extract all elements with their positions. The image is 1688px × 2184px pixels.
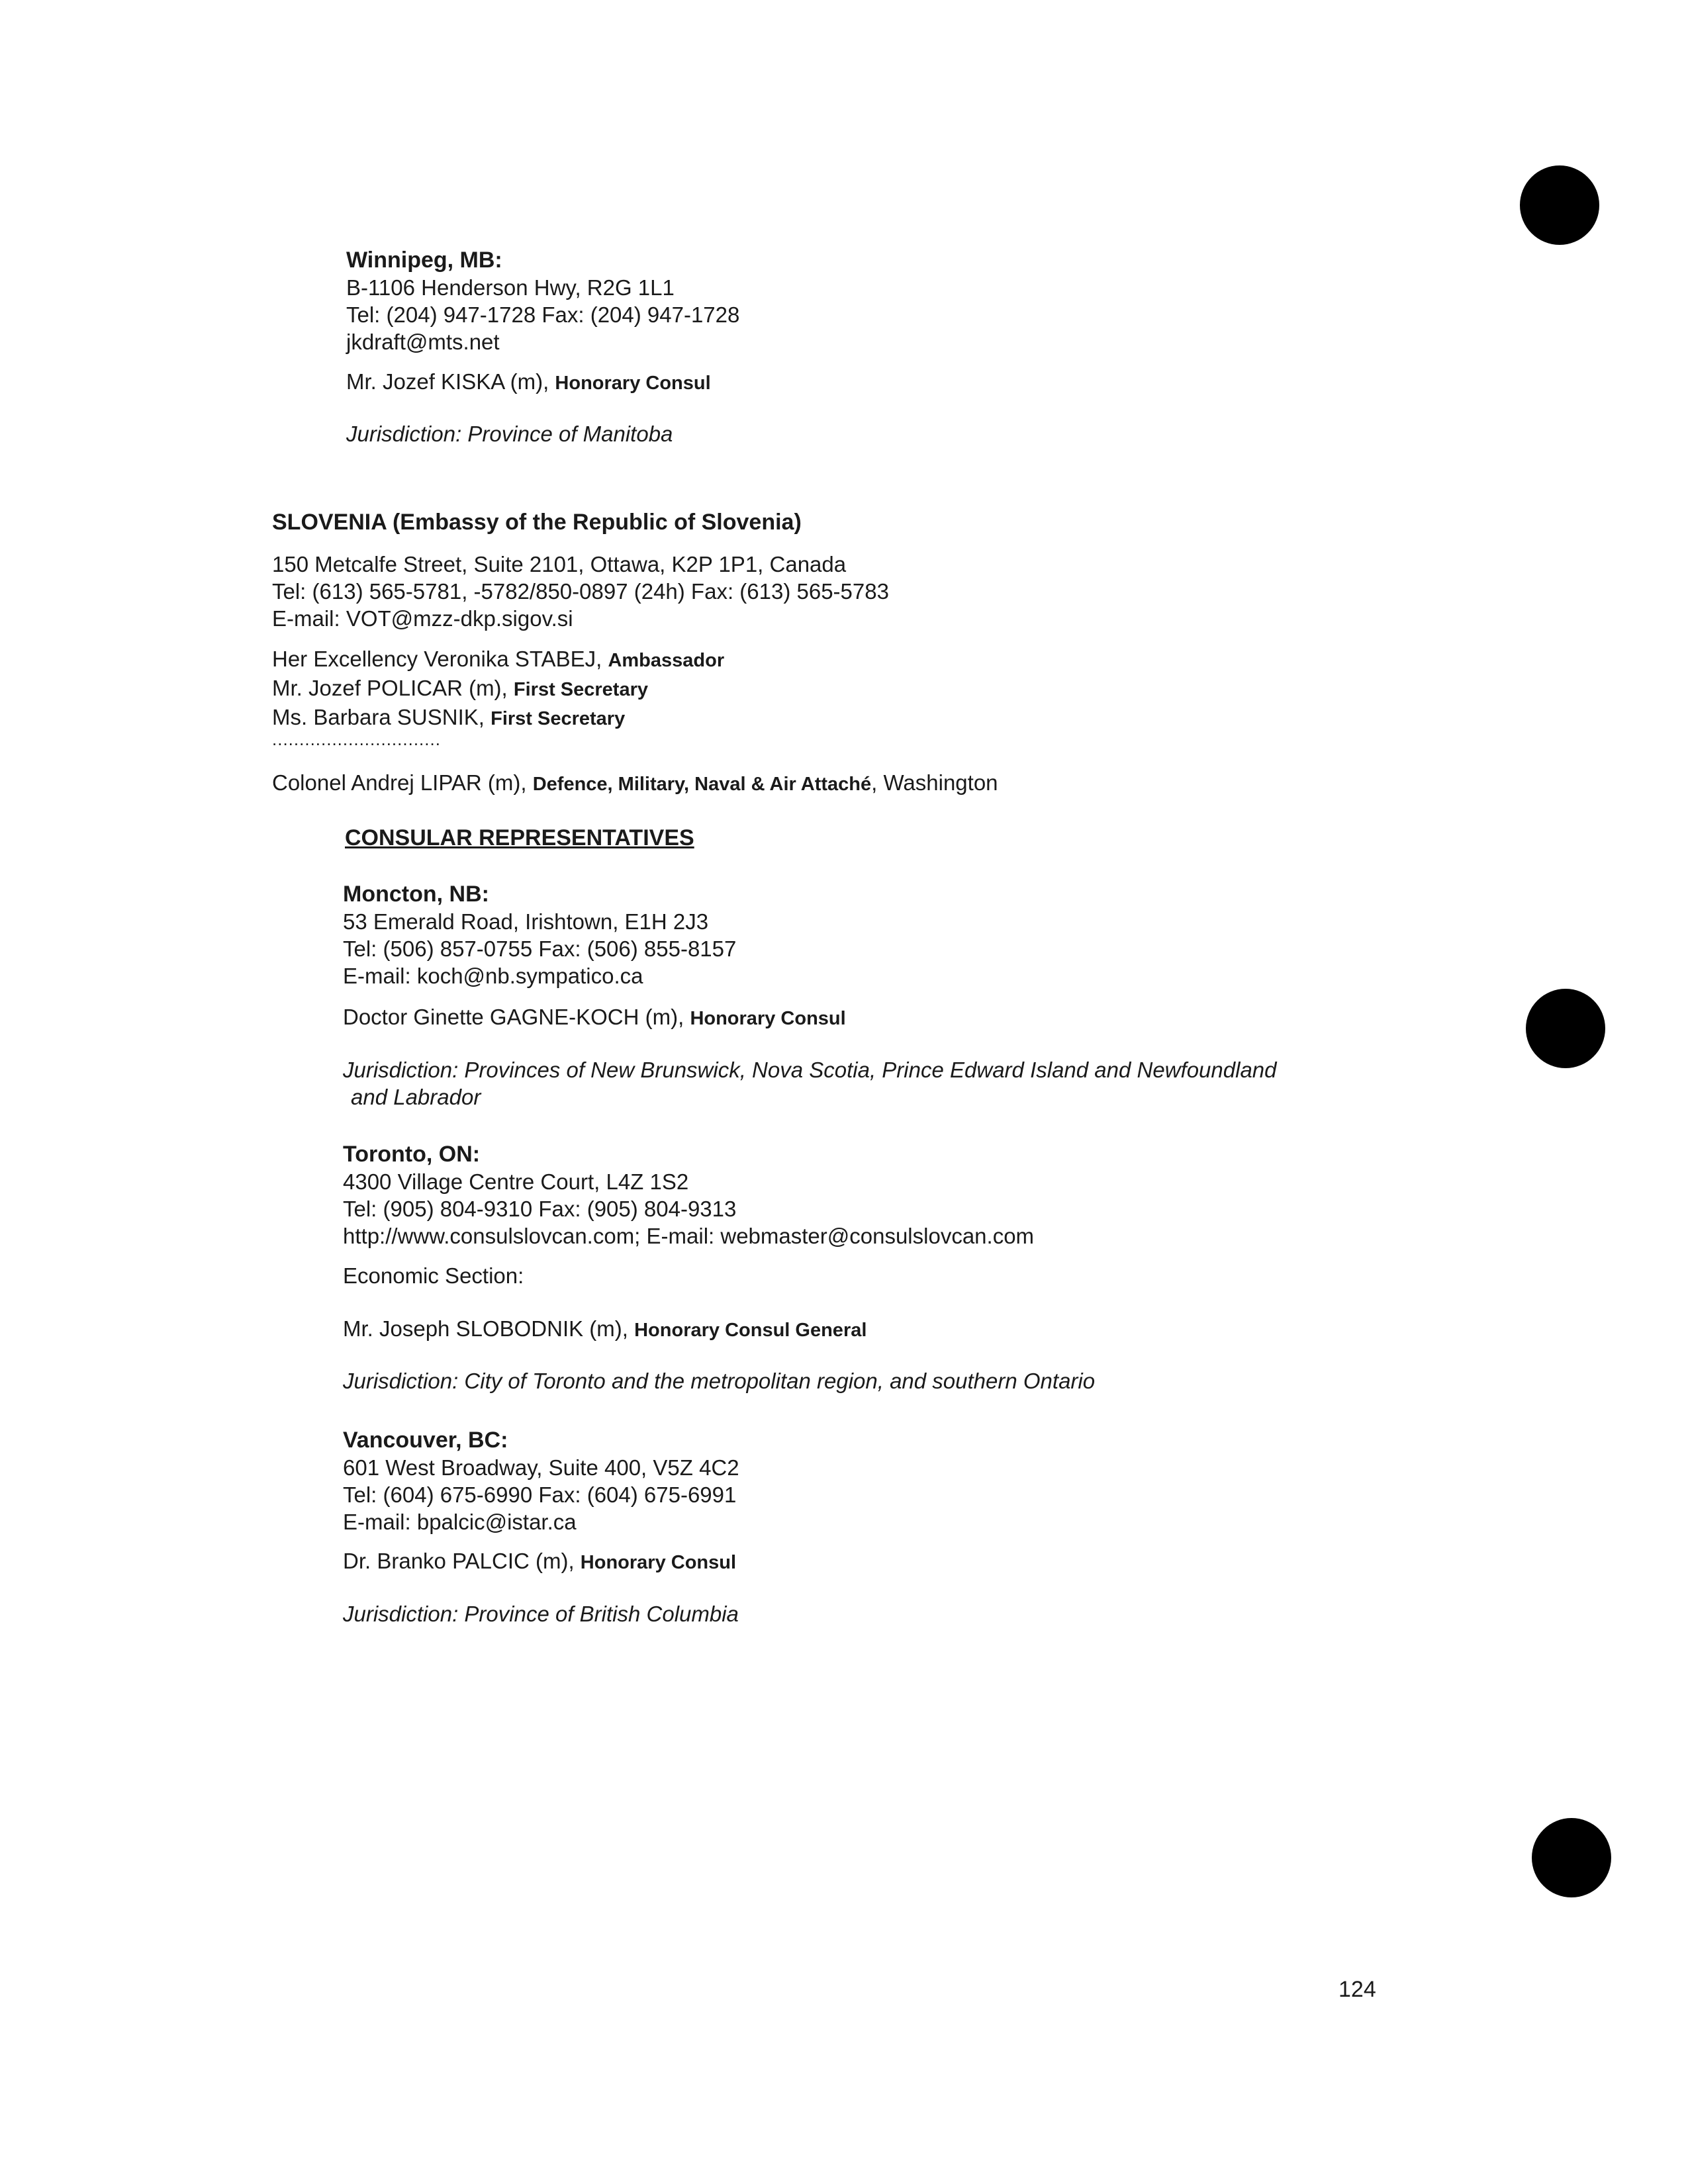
attache-title: Defence, Military, Naval & Air Attaché	[532, 774, 872, 795]
vancouver-city: Vancouver, BC:	[343, 1428, 508, 1453]
staff-row	[272, 674, 724, 704]
toronto-person-name: Mr. Joseph SLOBODNIK (m),	[343, 1316, 635, 1341]
slovenia-heading-block	[272, 508, 802, 536]
staff-name: Mr. Jozef POLICAR (m),	[272, 676, 514, 700]
consular-heading-block	[345, 824, 694, 852]
winnipeg-section	[346, 246, 739, 355]
vancouver-address: 601 West Broadway, Suite 400, V5Z 4C2	[343, 1455, 739, 1480]
staff-name: Her Excellency Veronika STABEJ,	[272, 647, 608, 671]
toronto-person	[343, 1315, 867, 1344]
vancouver-person-name: Dr. Branko PALCIC (m),	[343, 1549, 581, 1573]
toronto-jurisdiction: Jurisdiction: City of Toronto and the metropolitan region, and southern Ontario	[343, 1369, 1096, 1393]
toronto-section	[343, 1140, 1034, 1250]
page-number: 124	[1338, 1977, 1376, 2002]
moncton-section	[343, 880, 736, 989]
slovenia-attache	[272, 769, 998, 798]
attache-suffix: , Washington	[871, 770, 998, 795]
slovenia-email: E-mail: VOT@mzz-dkp.sigov.si	[272, 606, 573, 631]
winnipeg-address: B-1106 Henderson Hwy, R2G 1L1	[346, 275, 675, 300]
toronto-section-label-block	[343, 1262, 524, 1289]
staff-name: Ms. Barbara SUSNIK,	[272, 705, 491, 729]
moncton-person-name: Doctor Ginette GAGNE-KOCH (m),	[343, 1005, 690, 1029]
toronto-section-label: Economic Section:	[343, 1263, 524, 1288]
moncton-address: 53 Emerald Road, Irishtown, E1H 2J3	[343, 909, 709, 934]
staff-title: Ambassador	[608, 650, 725, 671]
vancouver-jurisdiction-block	[343, 1600, 739, 1627]
consular-heading: CONSULAR REPRESENTATIVES	[345, 825, 694, 850]
staff-title: First Secretary	[513, 679, 649, 700]
punch-hole-top	[1520, 165, 1599, 245]
dotted-separator: ...............................	[272, 729, 441, 749]
slovenia-heading: SLOVENIA (Embassy of the Republic of Slovenia)	[272, 510, 802, 535]
slovenia-staff	[272, 645, 725, 749]
vancouver-person-title: Honorary Consul	[580, 1552, 737, 1573]
moncton-jurisdiction-block	[343, 1056, 1277, 1111]
winnipeg-tel: Tel: (204) 947-1728 Fax: (204) 947-1728	[346, 302, 740, 327]
vancouver-tel: Tel: (604) 675-6990 Fax: (604) 675-6991	[343, 1482, 737, 1507]
attache-name: Colonel Andrej LIPAR (m),	[272, 770, 533, 795]
slovenia-tel: Tel: (613) 565-5781, -5782/850-0897 (24h) Fax: (613) 565-5783	[272, 579, 889, 604]
moncton-person-title: Honorary Consul	[690, 1008, 846, 1029]
toronto-jurisdiction-block	[343, 1367, 1095, 1394]
vancouver-section	[343, 1426, 739, 1535]
punch-hole-bottom	[1532, 1818, 1611, 1897]
slovenia-contact	[272, 551, 889, 632]
staff-row	[272, 704, 724, 733]
moncton-person	[343, 1003, 846, 1032]
winnipeg-email: jkdraft@mts.net	[346, 330, 500, 354]
staff-title: First Secretary	[491, 708, 626, 729]
vancouver-person	[343, 1547, 736, 1576]
winnipeg-person-title: Honorary Consul	[555, 373, 711, 394]
winnipeg-person-name: Mr. Jozef KISKA (m),	[346, 369, 555, 394]
slovenia-address: 150 Metcalfe Street, Suite 2101, Ottawa, K2P 1P1, Canada	[272, 552, 847, 576]
toronto-address: 4300 Village Centre Court, L4Z 1S2	[343, 1169, 689, 1194]
moncton-jurisdiction-line1: Jurisdiction: Provinces of New Brunswick, Nova Scotia, Prince Edward Island and Newfoundland	[343, 1058, 1277, 1082]
staff-row	[272, 645, 724, 674]
vancouver-jurisdiction: Jurisdiction: Province of British Columbia	[343, 1602, 739, 1626]
winnipeg-jurisdiction: Jurisdiction: Province of Manitoba	[346, 422, 673, 446]
moncton-email: E-mail: koch@nb.sympatico.ca	[343, 964, 643, 988]
moncton-city: Moncton, NB:	[343, 882, 489, 907]
toronto-tel: Tel: (905) 804-9310 Fax: (905) 804-9313	[343, 1197, 737, 1221]
toronto-web: http://www.consulslovcan.com; E-mail: webmaster@consulslovcan.com	[343, 1224, 1035, 1248]
vancouver-email: E-mail: bpalcic@istar.ca	[343, 1510, 577, 1534]
toronto-person-title: Honorary Consul General	[634, 1320, 867, 1341]
punch-hole-middle	[1526, 989, 1605, 1068]
moncton-tel: Tel: (506) 857-0755 Fax: (506) 855-8157	[343, 936, 737, 961]
moncton-jurisdiction-line2: and Labrador	[351, 1085, 481, 1109]
toronto-city: Toronto, ON:	[343, 1142, 481, 1167]
winnipeg-person	[346, 368, 711, 397]
winnipeg-city: Winnipeg, MB:	[346, 248, 502, 273]
winnipeg-jurisdiction-block	[346, 420, 673, 447]
